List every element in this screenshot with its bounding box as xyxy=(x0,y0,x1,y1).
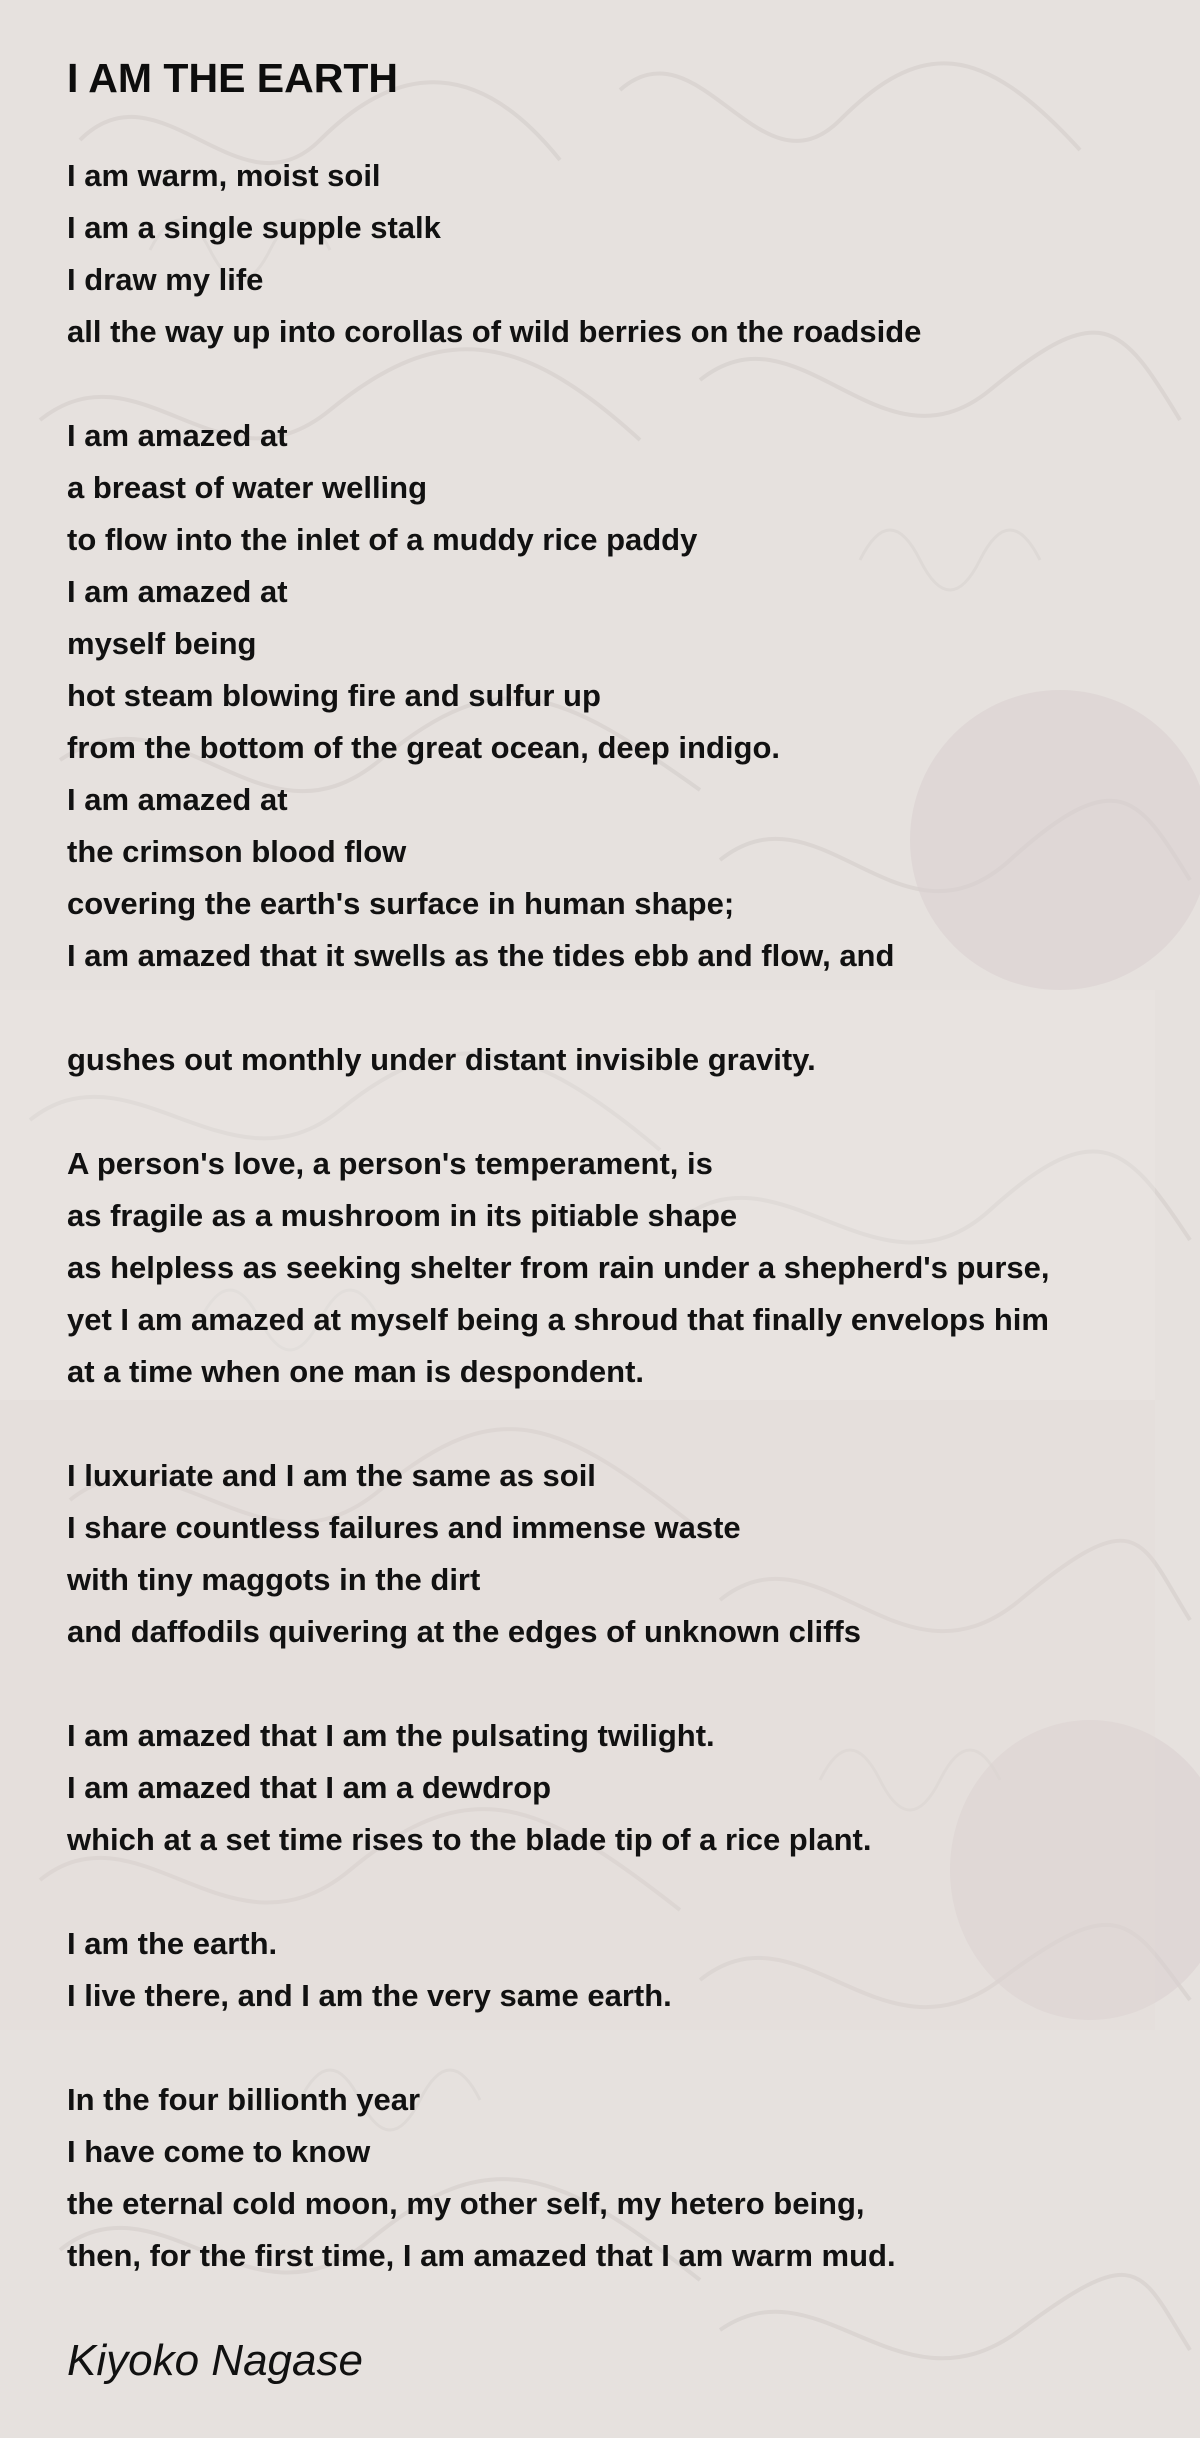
poem-line: the crimson blood flow xyxy=(67,834,407,869)
poem-line: I am a single supple stalk xyxy=(67,210,441,245)
poem-line: which at a set time rises to the blade tip of a rice plant. xyxy=(67,1822,872,1857)
stanza xyxy=(67,410,1177,982)
poem-line: as helpless as seeking shelter from rain under a shepherd's purse, xyxy=(67,1250,1050,1285)
poem-line: I am amazed at xyxy=(67,574,288,609)
poem-line: at a time when one man is despondent. xyxy=(67,1354,645,1389)
poem-line: I share countless failures and immense waste xyxy=(67,1510,741,1545)
poem-line: all the way up into corollas of wild berries on the roadside xyxy=(67,314,922,349)
poem-line: from the bottom of the great ocean, deep indigo. xyxy=(67,730,781,765)
poem-line: I am amazed that I am the pulsating twilight. xyxy=(67,1718,715,1753)
stanza xyxy=(67,1034,1177,1086)
poem-line: I draw my life xyxy=(67,262,264,297)
stanza xyxy=(67,150,1177,358)
poem-line: with tiny maggots in the dirt xyxy=(67,1562,481,1597)
poem-line: covering the earth's surface in human shape; xyxy=(67,886,735,921)
poem-line: I am amazed at xyxy=(67,782,288,817)
poem-body xyxy=(67,150,1177,2334)
poem-line: I have come to know xyxy=(67,2134,371,2169)
poem-line: I am amazed at xyxy=(67,418,288,453)
poem-line: In the four billionth year xyxy=(67,2082,421,2117)
poem-line: A person's love, a person's temperament, is xyxy=(67,1146,713,1181)
poem-line: I am amazed that I am a dewdrop xyxy=(67,1770,552,1805)
stanza xyxy=(67,1450,1177,1658)
poem-line: gushes out monthly under distant invisible gravity. xyxy=(67,1042,816,1077)
poem-title: I AM THE EARTH xyxy=(67,55,399,101)
poem-line: a breast of water welling xyxy=(67,470,428,505)
stanza xyxy=(67,1710,1177,1866)
poem-line: I am amazed that it swells as the tides ebb and flow, and xyxy=(67,938,895,973)
poem-line: I luxuriate and I am the same as soil xyxy=(67,1458,596,1493)
poem-line: I am the earth. xyxy=(67,1926,278,1961)
poem-line: myself being xyxy=(67,626,257,661)
poem-line: yet I am amazed at myself being a shroud that finally envelops him xyxy=(67,1302,1049,1337)
poem-line: and daffodils quivering at the edges of unknown cliffs xyxy=(67,1614,861,1649)
poem-line: hot steam blowing fire and sulfur up xyxy=(67,678,601,713)
poem-line: I live there, and I am the very same earth. xyxy=(67,1978,672,2013)
poem-line: as fragile as a mushroom in its pitiable shape xyxy=(67,1198,738,1233)
stanza xyxy=(67,2074,1177,2282)
poem-line: the eternal cold moon, my other self, my hetero being, xyxy=(67,2186,865,2221)
poem-author: Kiyoko Nagase xyxy=(67,2336,363,2385)
poem-line: I am warm, moist soil xyxy=(67,158,381,193)
poem-line: then, for the first time, I am amazed that I am warm mud. xyxy=(67,2238,896,2273)
stanza xyxy=(67,1918,1177,2022)
stanza xyxy=(67,1138,1177,1398)
poem-line: to flow into the inlet of a muddy rice paddy xyxy=(67,522,698,557)
